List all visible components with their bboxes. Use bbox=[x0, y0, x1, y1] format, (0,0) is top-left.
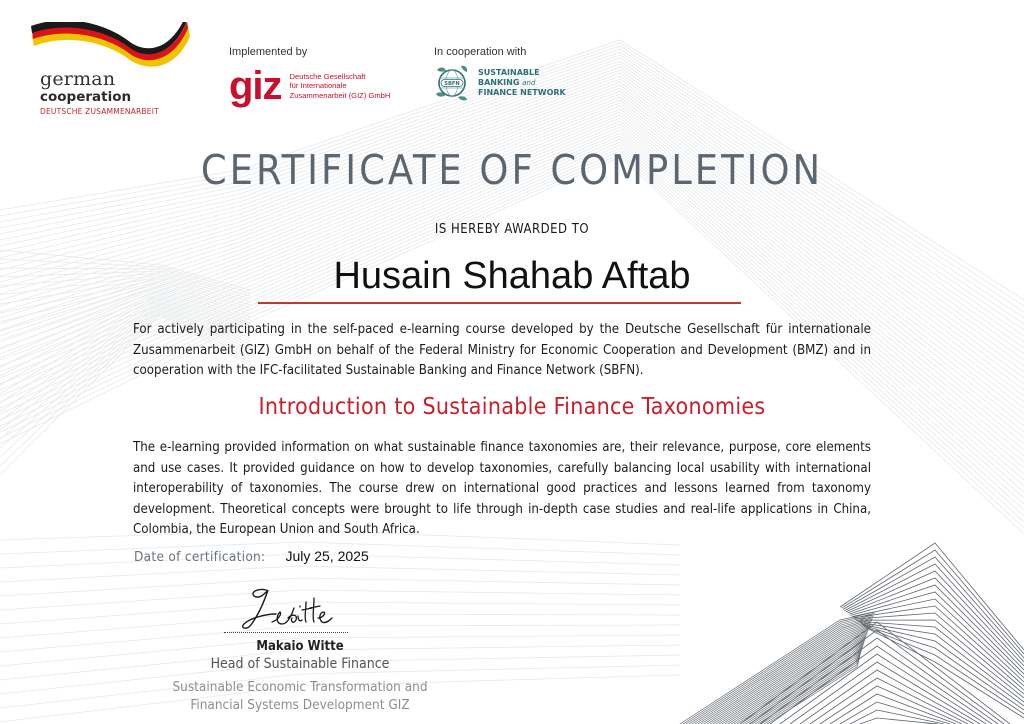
sbfn-text-line: FINANCE NETWORK bbox=[478, 88, 566, 98]
giz-text-line: für Internationale bbox=[289, 81, 347, 91]
signatory-name: Makaio Witte bbox=[256, 639, 344, 654]
german-cooperation-line2: cooperation bbox=[40, 89, 132, 105]
sbfn-text-line: BANKING bbox=[478, 77, 520, 87]
signatory-organization bbox=[140, 678, 460, 714]
german-cooperation-logo bbox=[30, 22, 195, 117]
signatory-org-line: Financial Systems Development GIZ bbox=[190, 697, 410, 713]
in-cooperation-with-label: In cooperation with bbox=[434, 46, 527, 58]
german-flag-ribbon-icon bbox=[30, 22, 195, 72]
signature-line bbox=[224, 632, 348, 633]
sbfn-badge-text: SBFN bbox=[444, 81, 460, 87]
implemented-by-label: Implemented by bbox=[229, 46, 308, 58]
implementer-block bbox=[229, 46, 390, 106]
giz-text-line: Zusammenarbeit (GIZ) GmbH bbox=[289, 90, 391, 100]
partner-block bbox=[434, 46, 566, 102]
awarded-to-label: IS HEREBY AWARDED TO bbox=[434, 222, 590, 237]
signature-icon bbox=[236, 584, 356, 632]
sbfn-logo bbox=[434, 64, 566, 102]
description-paragraph: The e-learning provided information on what sustainable finance taxonomies are, their relevance, purpose, core elements and use cases. It provided guidance on how to develop taxonomies, carefully balancing local usability with international interoperability of taxonomies. The course drew on international good practices and lessons learned from taxonomy development. Theoretical concepts were brought to life through in-depth case studies and real-life applications in China, Colombia, the European Union and South Africa. bbox=[133, 440, 871, 537]
giz-fullname bbox=[290, 72, 391, 101]
sbfn-text-and: and bbox=[522, 78, 536, 87]
signatory-org-line: Sustainable Economic Transformation and bbox=[172, 679, 428, 695]
sbfn-globe-icon bbox=[434, 64, 470, 102]
giz-text-line: Deutsche Gesellschaft bbox=[289, 71, 366, 81]
certification-date-row bbox=[134, 548, 369, 565]
giz-mark: giz bbox=[229, 64, 282, 108]
course-title: Introduction to Sustainable Finance Taxonomies bbox=[258, 394, 766, 420]
date-value: July 25, 2025 bbox=[285, 548, 369, 564]
name-underline bbox=[258, 302, 741, 304]
giz-logo bbox=[229, 66, 390, 106]
german-cooperation-line1: german bbox=[40, 68, 116, 90]
signatory-role: Head of Sustainable Finance bbox=[210, 656, 390, 672]
date-label: Date of certification: bbox=[134, 549, 266, 565]
german-cooperation-line3: DEUTSCHE ZUSAMMENARBEIT bbox=[40, 107, 159, 116]
recipient-name: Husain Shahab Aftab bbox=[333, 255, 691, 297]
certificate-title: CERTIFICATE OF COMPLETION bbox=[200, 146, 824, 194]
intro-paragraph: For actively participating in the self-paced e-learning course developed by the Deutsche Gesellschaft für internationale Zusammenarbeit (GIZ) GmbH on behalf of the Federal Ministry for Economic Cooperation and Development (BMZ) and in cooperation with the IFC-facilitated Sustainable Banking and Finance Network (SBFN). bbox=[133, 322, 871, 378]
sbfn-text-line: SUSTAINABLE bbox=[478, 68, 540, 78]
sbfn-fullname bbox=[478, 68, 566, 98]
